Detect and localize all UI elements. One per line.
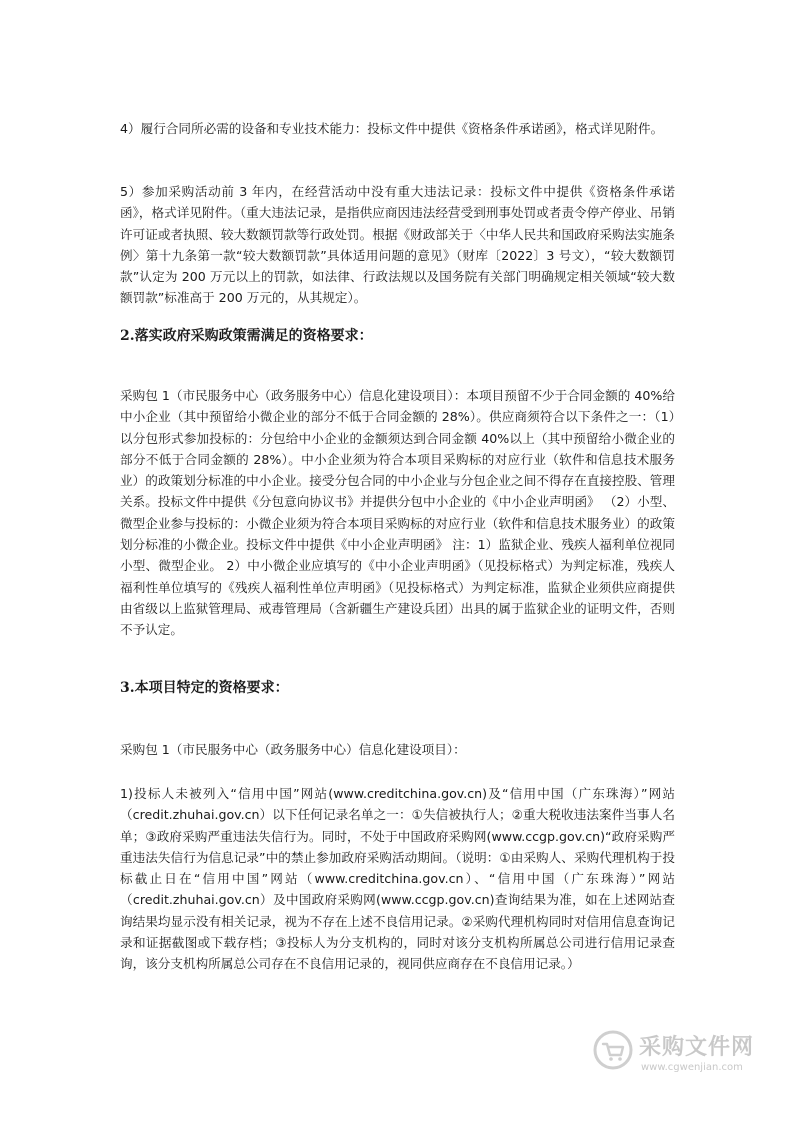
cart-logo-icon	[593, 1030, 633, 1070]
watermark	[593, 1028, 778, 1084]
section-heading-2: 2.落实政府采购政策需满足的资格要求：	[120, 328, 373, 344]
paragraph-item-5: 5）参加采购活动前 3 年内，在经营活动中没有重大违法记录：投标文件中提供《资格条件承诺函》，格式详见附件。（重大违法记录，是指供应商因违法经营受到刑事处罚或者责令停产停业、吊销许可证或者执照、较大数额罚款等行政处罚。根据《财政部关于〈中华人民共和国政府采购法实施条例〉第十九条第一款“较大数额罚款”具体适用问题的意见》（财库〔2022〕3 号文），“较大数额罚款”认定为 200 万元以上的罚款，如法律、行政法规以及国务院有关部门明确规定相关领域“较大数额罚款”标准高于 200 万元的，从其规定）。	[120, 184, 675, 306]
paragraph-credit-requirements: 1)投标人未被列入“信用中国”网站(www.creditchina.gov.cn)及“信用中国（广东珠海）”网站（credit.zhuhai.gov.cn）以下任何记录名单之一：①失信被执行人；②重大税收违法案件当事人名单；③政府采购严重违法失信行为。同时，不处于中国政府采购网(www.ccgp.gov.cn)“政府采购严重违法失信行为信息记录”中的禁止参加政府采购活动期间。（说明：①由采购人、采购代理机构于投标截止日在“信用中国”网站（www.creditchina.gov.cn）、“信用中国（广东珠海）”网站（credit.zhuhai.gov.cn）及中国政府采购网(www.ccgp.gov.cn)查询结果为准，如在上述网站查询结果均显示没有相关记录，视为不存在上述不良信用记录。②采购代理机构同时对信用信息查询记录和证据截图或下载存档；③投标人为分支机构的，同时对该分支机构所属总公司进行信用记录查询，该分支机构所属总公司存在不良信用记录的，视同供应商存在不良信用记录。）	[120, 786, 675, 972]
paragraph-item-4: 4）履行合同所必需的设备和专业技术能力：投标文件中提供《资格条件承诺函》，格式详见附件。	[120, 121, 664, 136]
watermark-title: 采购文件网	[639, 1035, 755, 1060]
paragraph-package: 采购包 1（市民服务中心（政务服务中心）信息化建设项目）：	[120, 742, 466, 757]
section-heading-3: 3.本项目特定的资格要求：	[120, 680, 289, 696]
paragraph-policy-requirements: 采购包 1（市民服务中心（政务服务中心）信息化建设项目）：本项目预留不少于合同金额的 40%给中小企业（其中预留给小微企业的部分不低于合同金额的 28%）。供应商须符合以下条件之一：（1）以分包形式参加投标的：分包给中小企业的金额须达到合同金额 40%以上（其中预留给小微企业的部分不低于合同金额的 28%）。中小企业须为符合本项目采购标的对应行业（软件和信息技术服务业）的政策划分标准的中小企业。接受分包合同的中小企业与分包企业之间不得存在直接控股、管理关系。投标文件中提供《分包意向协议书》并提供分包中小企业的《中小企业声明函》 （2）小型、微型企业参与投标的：小微企业须为符合本项目采购标的对应行业（软件和信息技术服务业）的政策划分标准的小微企业。投标文件中提供《中小企业声明函》 注：1）监狱企业、残疾人福利单位视同小型、微型企业。 2）中小微企业应填写的《中小企业声明函》（见投标格式）为判定标准，残疾人福利性单位填写的《残疾人福利性单位声明函》（见投标格式）为判定标准，监狱企业须供应商提供由省级以上监狱管理局、戒毒管理局（含新疆生产建设兵团）出具的属于监狱企业的证明文件，否则不予认定。	[120, 388, 675, 638]
watermark-url: www.cgwenjian.com	[641, 1062, 743, 1073]
